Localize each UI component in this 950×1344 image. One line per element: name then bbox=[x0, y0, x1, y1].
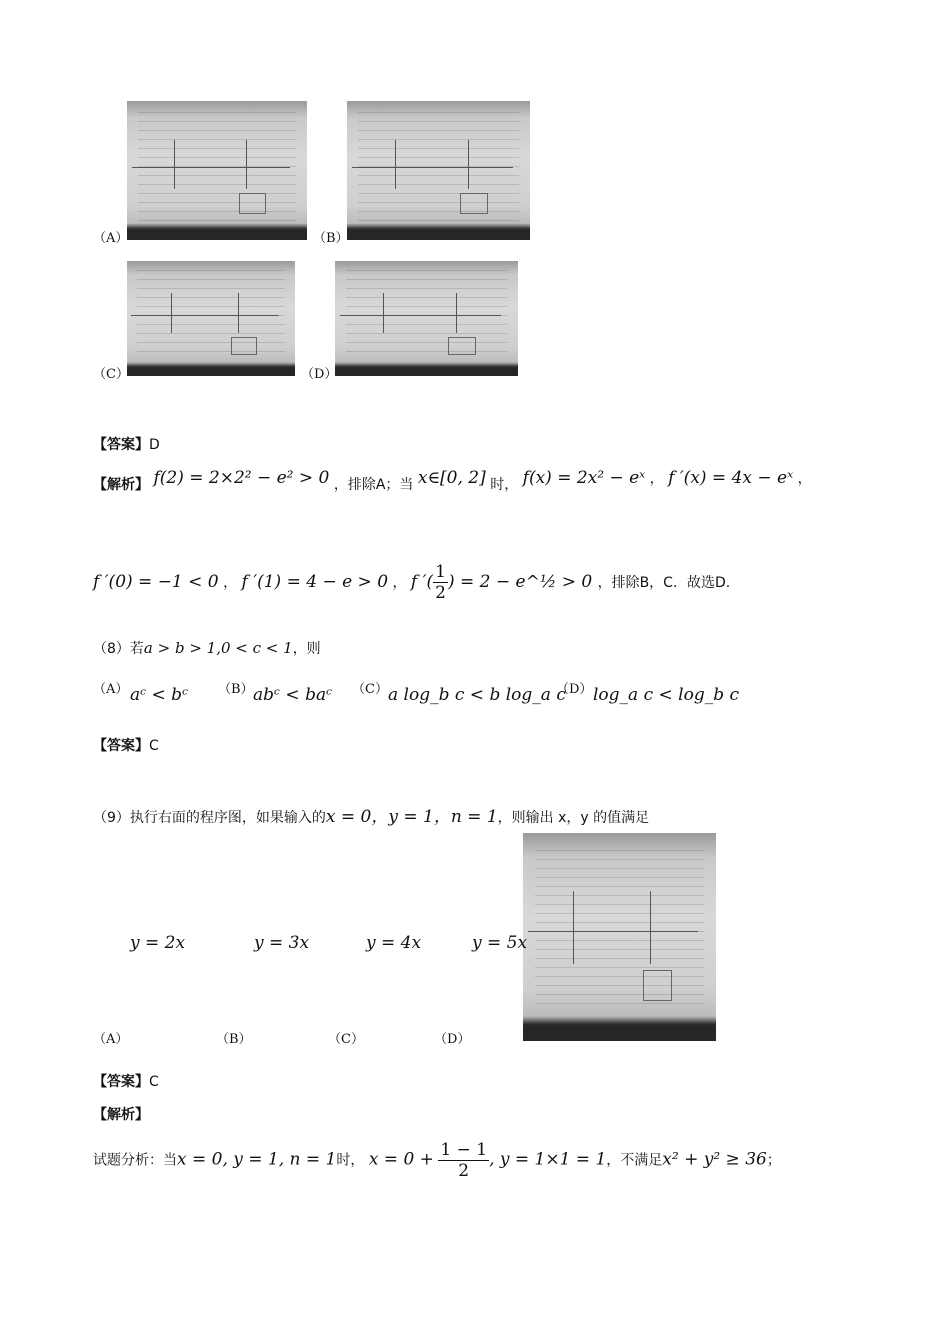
analysis-label: 【解析】 bbox=[93, 477, 149, 493]
q7-analysis-line1 bbox=[93, 468, 812, 493]
answer-value: D bbox=[149, 437, 160, 453]
option-a-photo bbox=[127, 101, 307, 240]
option-c-photo bbox=[127, 261, 295, 376]
q8-opt-d: log_a c < log_b c bbox=[593, 685, 740, 705]
expr-fprime-half-prefix: f ′ bbox=[410, 572, 427, 592]
q7-analysis-line2 bbox=[93, 562, 730, 603]
option-c-label: （C） bbox=[93, 367, 129, 382]
sep-3: ， bbox=[223, 575, 238, 591]
analysis-expr-b: , y = 1×1 = 1 bbox=[489, 1149, 607, 1170]
option-a-label: （A） bbox=[93, 231, 129, 246]
analysis-mid: 时， bbox=[336, 1152, 365, 1169]
q9-opt-c-label: （C） bbox=[328, 1032, 364, 1047]
text-exclude-a: ，排除A；当 bbox=[333, 477, 414, 493]
q8-opt-b-label: （B） bbox=[218, 682, 254, 697]
q9-stem-end: ，则输出 x，y 的值满足 bbox=[497, 810, 650, 826]
sep-1: ， bbox=[649, 471, 664, 487]
expr-interval: x∈[0, 2] bbox=[417, 468, 486, 488]
q9-opt-b: y = 3x bbox=[254, 933, 310, 953]
sep-2: ， bbox=[797, 471, 812, 487]
q9-answer bbox=[93, 1071, 159, 1091]
answer-label: 【答案】 bbox=[93, 1074, 149, 1090]
q9-opt-a-label: （A） bbox=[93, 1032, 129, 1047]
analysis-end: ； bbox=[766, 1152, 781, 1169]
q8-opt-c: a log_b c < b log_a c bbox=[388, 685, 566, 705]
analysis-cond: x = 0, y = 1, n = 1 bbox=[177, 1149, 337, 1170]
option-b-label: （B） bbox=[313, 231, 349, 246]
q8-stem-text: （8）若 bbox=[93, 641, 144, 657]
q8-condition: a > b > 1,0 < c < 1 bbox=[143, 639, 293, 657]
analysis-frac-den: 2 bbox=[458, 1161, 470, 1181]
option-d-photo bbox=[335, 261, 518, 376]
expr-fx: f(x) = 2x² − eˣ bbox=[522, 468, 646, 488]
q8-opt-c-label: （C） bbox=[352, 682, 388, 697]
fraction-half bbox=[433, 562, 448, 603]
option-d-label: （D） bbox=[301, 367, 338, 382]
expr-fprime: f ′(x) = 4x − eˣ bbox=[668, 468, 794, 488]
analysis-prefix: 试题分析：当 bbox=[93, 1152, 177, 1169]
q9-stem bbox=[93, 802, 649, 827]
analysis-expr-a: x = 0 + bbox=[368, 1149, 434, 1170]
analysis-ineq: x² + y² ≥ 36 bbox=[662, 1149, 767, 1170]
analysis-fraction bbox=[438, 1140, 489, 1181]
text-when: 时， bbox=[490, 477, 519, 493]
q9-opt-a: y = 2x bbox=[130, 933, 186, 953]
analysis-frac-num: 1 − 1 bbox=[440, 1140, 488, 1160]
q8-opt-a: aᶜ < bᶜ bbox=[130, 685, 189, 705]
q9-analysis-line bbox=[93, 1140, 781, 1181]
fraction-den: 2 bbox=[435, 583, 446, 603]
fraction-num: 1 bbox=[435, 562, 446, 582]
q9-opt-d: y = 5x bbox=[472, 933, 528, 953]
flowchart-photo bbox=[523, 833, 716, 1041]
expr-fprime-half-rest: = 2 − e^½ > 0 bbox=[460, 572, 593, 592]
q8-opt-a-label: （A） bbox=[93, 682, 129, 697]
expr-fprime0: f ′(0) = −1 < 0 bbox=[93, 572, 219, 592]
text-conclusion: ，排除B，C．故选D. bbox=[597, 575, 731, 591]
q9-analysis-label: 【解析】 bbox=[93, 1107, 149, 1123]
q9-opt-c: y = 4x bbox=[366, 933, 422, 953]
q7-answer bbox=[93, 434, 160, 454]
q9-inputs: x = 0，y = 1，n = 1 bbox=[325, 807, 498, 827]
expr-fprime-half: f ′( $\frac{1}{2}$ ) = 2 − e^½ > 0 bbox=[410, 562, 593, 603]
q8-stem bbox=[93, 638, 321, 658]
q9-opt-d-label: （D） bbox=[434, 1032, 471, 1047]
analysis-text: ，不满足 bbox=[606, 1152, 663, 1169]
answer-value: C bbox=[149, 1074, 159, 1090]
q8-answer bbox=[93, 735, 159, 755]
q9-stem-text: （9）执行右面的程序图，如果输入的 bbox=[93, 810, 326, 826]
sep-4: ， bbox=[392, 575, 407, 591]
expr-f2: f(2) = 2×2² − e² > 0 bbox=[153, 468, 330, 488]
answer-label: 【答案】 bbox=[93, 738, 149, 754]
expr-fprime1: f ′(1) = 4 − e > 0 bbox=[241, 572, 389, 592]
q8-stem-end: ，则 bbox=[292, 641, 321, 657]
q8-opt-d-label: （D） bbox=[556, 682, 593, 697]
answer-value: C bbox=[149, 738, 159, 754]
answer-label: 【答案】 bbox=[93, 437, 149, 453]
q8-opt-b: abᶜ < baᶜ bbox=[253, 685, 333, 705]
option-b-photo bbox=[347, 101, 530, 240]
q9-opt-b-label: （B） bbox=[216, 1032, 252, 1047]
